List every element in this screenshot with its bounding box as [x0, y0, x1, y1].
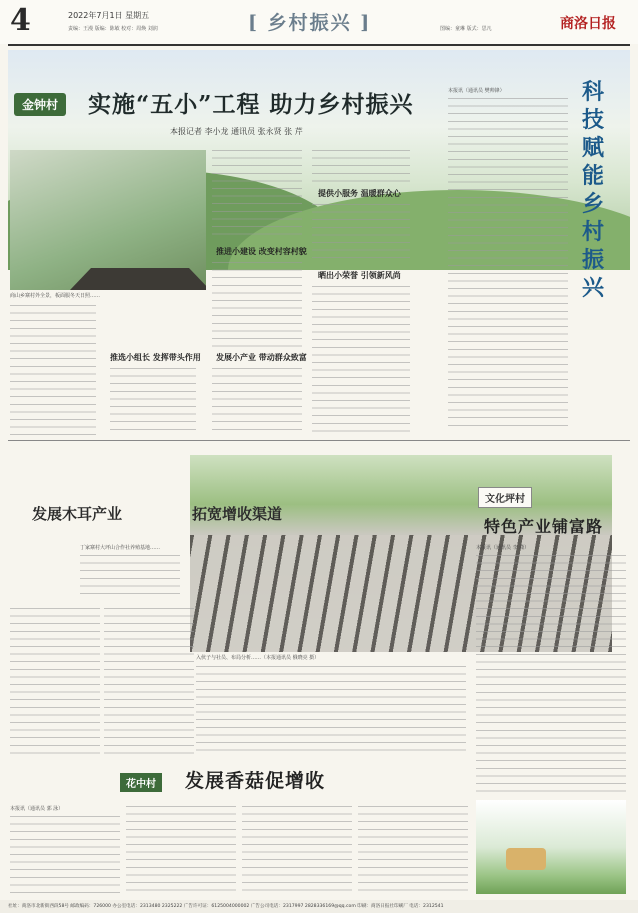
sidebar-byline: 本报讯（通讯员 樊帅锋） [448, 88, 505, 94]
header-rule [8, 44, 630, 46]
masthead [0, 0, 638, 44]
body-column [312, 286, 410, 436]
subhead: 发展小产业 带动群众致富 [216, 353, 307, 362]
body-column [358, 806, 468, 896]
center-byline: 本报讯（通讯员 郭 泳） [10, 806, 64, 812]
subhead: 推选小组长 发挥带头作用 [110, 353, 201, 362]
subhead: 晒出小荣誉 引领新风尚 [318, 271, 401, 280]
newspaper-logo: 商洛日报 [560, 16, 616, 32]
subhead: 提供小服务 温暖群众心 [318, 189, 401, 198]
body-column [312, 204, 410, 264]
body-column [212, 368, 302, 435]
feature-headline: 实施“五小”工程 助力乡村振兴 [88, 91, 414, 118]
mushroom-intro: 丁家寨村大坪山合作社养殖基地…… [80, 545, 161, 551]
issue-date: 2022年7月1日 星期五 [68, 11, 150, 20]
body-column [212, 150, 302, 238]
feature-byline: 本报记者 李小龙 通讯员 张永贤 张 芹 [170, 127, 303, 136]
culture-tag: 文化坪村 [478, 487, 532, 508]
center-title: 发展香菇促增收 [185, 770, 326, 792]
footer-info: 社址：商洛市北新街西段58号 邮政编码：726000 办公室电话：2313480 2325222 广告许可证：6125004000002 广告公司电话：2317997 2828336169@qq.com 印刷：商洛日报社印刷厂 电话：2312541 [0, 900, 638, 913]
mushroom-headline-right: 拓宽增收渠道 [192, 505, 283, 523]
body-column [10, 816, 120, 896]
pavilion-graphic [70, 268, 206, 290]
section-rule [8, 440, 630, 441]
tractor-icon [506, 848, 546, 870]
village-photo [10, 150, 206, 290]
body-column [104, 608, 194, 758]
culture-byline: 本报讯（通讯员 李 潇） [476, 545, 530, 551]
center-tag: 花中村 [120, 773, 162, 792]
body-column [126, 806, 236, 896]
body-column [312, 150, 410, 182]
body-column [10, 305, 96, 435]
staff-credits-right: 图编：童琳 版式：思凡 [440, 26, 492, 32]
sidebar-title: 科 技 赋 能 乡 村 振 兴 [581, 79, 604, 301]
page-number: 4 [10, 3, 31, 38]
mushroom-headline-left: 发展木耳产业 [32, 505, 123, 523]
photo-caption: 商山乡寨村外全景，板面服冬天日照…… [10, 293, 101, 299]
culture-title: 特色产业铺富路 [484, 517, 604, 536]
staff-credits-left: 责编：王漫 版编：陈敏 校对：周焕 刘润 [68, 26, 158, 32]
farm-illustration [476, 800, 626, 894]
body-column [212, 262, 302, 350]
body-column [110, 368, 196, 435]
body-column [476, 555, 626, 795]
body-column [448, 98, 568, 428]
body-column [196, 666, 466, 756]
body-column [80, 555, 180, 595]
feature-tag: 金钟村 [14, 93, 66, 116]
section-title: [ 乡村振兴 ] [248, 12, 372, 34]
mushroom-photo-caption: 入伙子与社员、布局分析……（本报通讯员 俄晓亮 摄） [196, 655, 320, 661]
body-column [10, 608, 100, 758]
body-column [242, 806, 352, 896]
subhead: 推进小建设 改变村容村貌 [216, 247, 307, 256]
